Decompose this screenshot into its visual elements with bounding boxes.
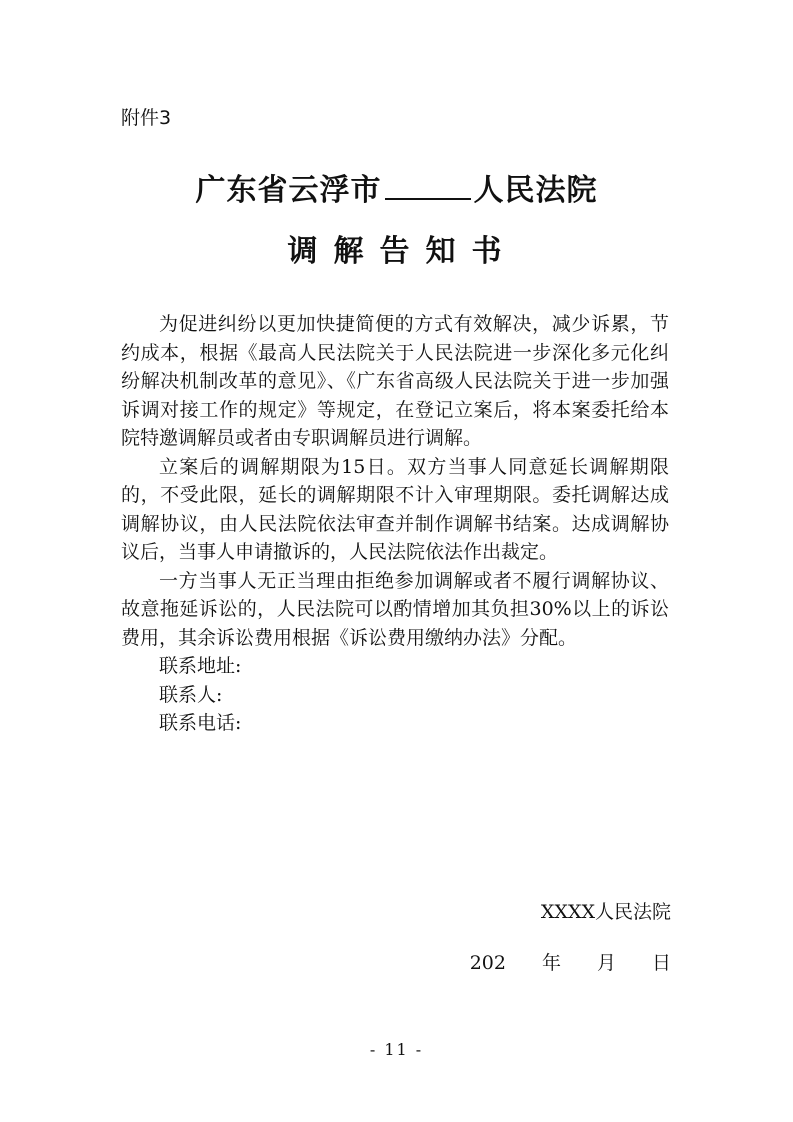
date-year-unit: 年 — [541, 952, 561, 974]
court-name-suffix: 人民法院 — [473, 173, 598, 208]
paragraph-refusal-consequence: 一方当事人无正当理由拒绝参加调解或者不履行调解协议、故意拖延诉讼的，人民法院可以酌情增加其负担30%以上的诉讼费用，其余诉讼费用根据《诉讼费用缴纳办法》分配。 — [121, 569, 669, 649]
paragraph-mediation-period: 立案后的调解期限为15日。双方当事人同意延长调解期限的，不受此限，延长的调解期限不计入审理期限。委托调解达成调解协议，由人民法院依法审查并制作调解书结案。达成调解协议后，当事人申请撤诉的，人民法院依法作出裁定。 — [121, 455, 669, 563]
attachment-label: 附件3 — [121, 107, 172, 129]
notice-body — [121, 310, 669, 738]
paragraph-purpose: 为促进纠纷以更加快捷简便的方式有效解决，减少诉累，节约成本，根据《最高人民法院关于人民法院进一步深化多元化纠纷解决机制改革的意见》、《广东省高级人民法院关于进一步加强诉调对接工作的规定》等规定，在登记立案后，将本案委托给本院特邀调解员或者由专职调解员进行调解。 — [121, 313, 669, 449]
signature-court: XXXX人民法院 — [540, 901, 671, 923]
court-name-heading — [0, 168, 793, 211]
date-day-unit: 日 — [651, 952, 671, 974]
date-year: 202 — [469, 952, 506, 974]
contact-person-label: 联系人: — [159, 683, 223, 706]
contact-address-label: 联系地址: — [159, 655, 242, 677]
date-month-unit: 月 — [596, 952, 616, 974]
page-number: - 11 - — [369, 1040, 424, 1059]
contact-phone-label: 联系电话: — [159, 712, 242, 734]
court-name-prefix: 广东省云浮市 — [195, 173, 382, 208]
document-title: 调解告知书 — [287, 234, 518, 269]
court-name-blank — [385, 168, 471, 200]
signature-date — [470, 949, 671, 977]
